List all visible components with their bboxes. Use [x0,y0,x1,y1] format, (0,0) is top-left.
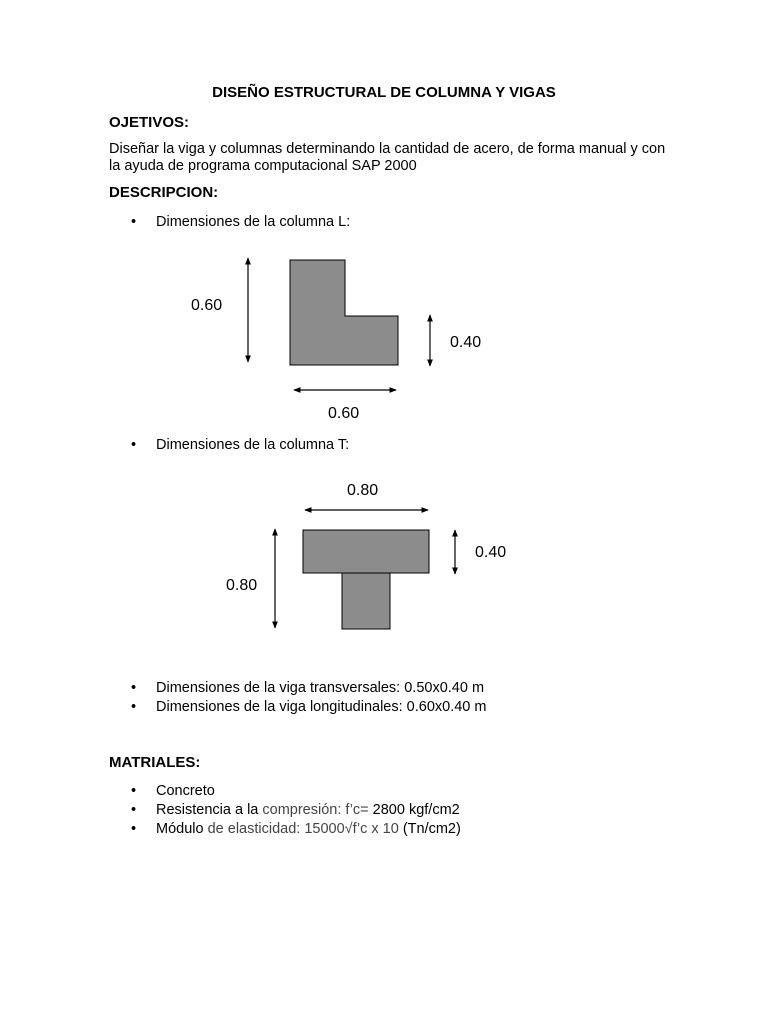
bullet-dot: • [131,680,137,696]
bullet-dot: • [131,783,137,799]
bullet-columna-t [131,436,349,454]
column-t-height-label: 0.80 [226,577,258,594]
bullet-resistencia [131,801,460,819]
bullet-dot: • [131,699,137,715]
column-t-flange-label: 0.40 [475,544,507,561]
page-title: DISEÑO ESTRUCTURAL DE COLUMNA Y VIGAS [212,84,556,101]
bullet-dot: • [131,214,137,230]
bullet-concreto-text: Concreto [156,783,215,799]
bullet-viga-longitudinal [131,698,486,716]
materiales-heading: MATRIALES: [109,754,201,771]
modulo-text-c: (Tn/cm2) [402,821,461,837]
bullet-columna-t-text: Dimensiones de la columna T: [156,437,350,453]
resistencia-text-b: compresión: f’c= [262,802,369,818]
column-t-width-label: 0.80 [347,482,379,499]
column-l-section [290,260,398,365]
objetivos-line-1: Diseñar la viga y columnas determinando la cantidad de acero, de forma manual y con [109,141,666,157]
modulo-text-b: de elasticidad: 15000√f’c x 10 [207,821,403,837]
column-t-web [342,573,390,629]
bullet-viga-transversal-text: Dimensiones de la viga transversales: 0.50x0.40 m [156,680,485,696]
bullet-dot: • [131,437,137,453]
column-t-flange [303,530,429,573]
objetivos-heading: OJETIVOS: [109,114,190,131]
resistencia-text-c: 2800 kgf/cm2 [368,802,460,818]
modulo-text-a: Módulo [156,821,208,837]
descripcion-heading: DESCRIPCION: [109,184,219,201]
objetivos-line-2: la ayuda de programa computacional SAP 2000 [109,158,417,174]
bullet-dot: • [131,821,137,837]
column-l-width-label: 0.60 [328,405,360,422]
bullet-columna-l-text: Dimensiones de la columna L: [156,214,351,230]
column-l-step-label: 0.40 [450,334,482,351]
bullet-modulo [131,820,461,838]
column-l-height-label: 0.60 [191,297,223,314]
bullet-viga-longitudinal-text: Dimensiones de la viga longitudinales: 0.60x0.40 m [156,699,487,715]
bullet-dot: • [131,802,137,818]
bullet-viga-transversal [131,679,484,697]
resistencia-text-a: Resistencia a la [156,802,263,818]
bullet-concreto [131,782,215,800]
